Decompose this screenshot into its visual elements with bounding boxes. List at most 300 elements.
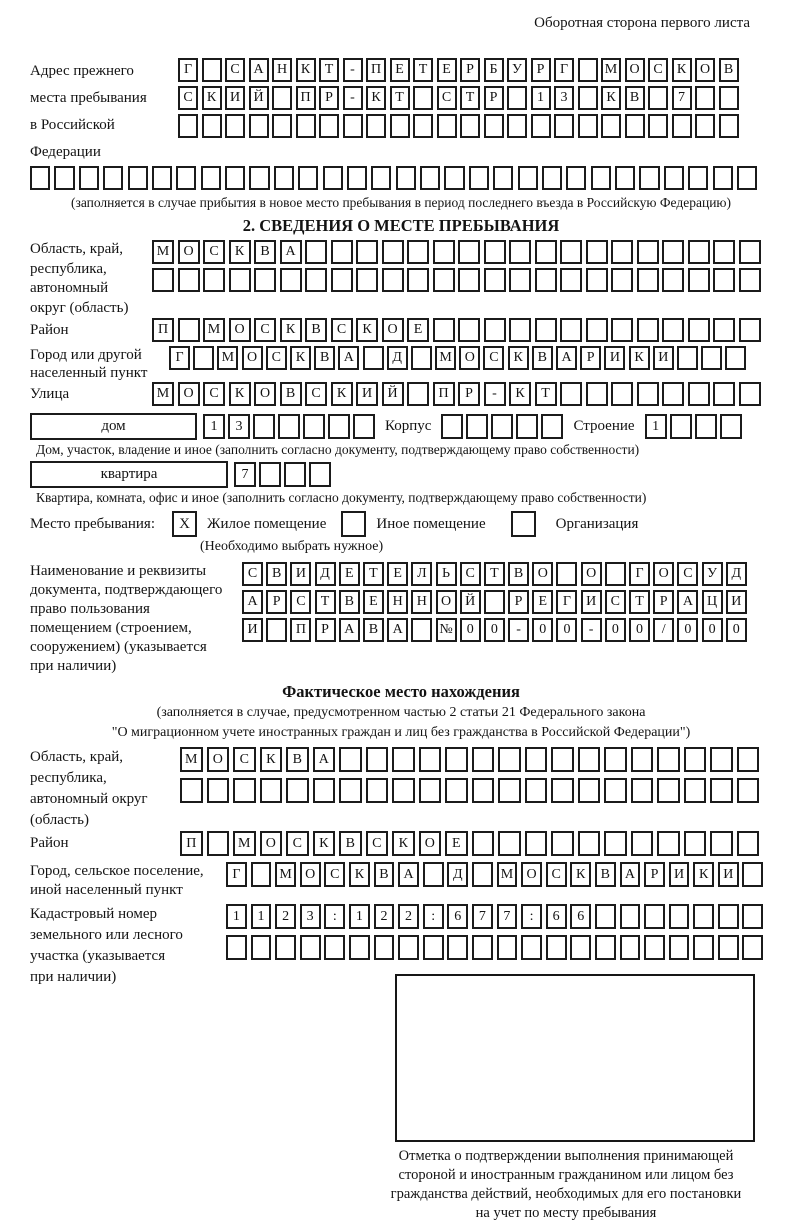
char-box-filled: О <box>521 862 542 887</box>
char-box-filled: О <box>242 346 263 370</box>
char-box-filled: Л <box>411 562 432 586</box>
char-row <box>226 862 772 887</box>
char-box-empty <box>591 166 611 190</box>
char-box-empty <box>339 747 362 772</box>
char-box-filled: О <box>625 58 645 82</box>
char-box-empty <box>586 268 608 292</box>
char-box-filled: С <box>605 590 626 614</box>
char-box-empty <box>103 166 123 190</box>
char-box-filled: М <box>497 862 518 887</box>
char-box-filled: В <box>508 562 529 586</box>
char-box-filled: 0 <box>677 618 698 642</box>
label-line: республика, <box>30 770 107 786</box>
char-box-empty <box>371 166 391 190</box>
char-box-empty <box>605 562 626 586</box>
char-box-empty <box>713 268 735 292</box>
label-line: республика, <box>30 260 107 277</box>
char-box-filled: С <box>483 346 504 370</box>
char-box-filled: Е <box>407 318 429 342</box>
char-box-filled: Е <box>390 58 410 82</box>
char-box-filled: О <box>300 862 321 887</box>
char-box-empty <box>693 904 714 929</box>
char-box-empty <box>509 318 531 342</box>
char-box-filled: С <box>178 86 198 110</box>
char-box-empty <box>560 382 582 406</box>
char-box-filled: О <box>207 747 230 772</box>
char-box-empty <box>669 904 690 929</box>
char-box-empty <box>701 346 722 370</box>
char-box-empty <box>713 318 735 342</box>
char-box-filled: С <box>460 562 481 586</box>
char-box-filled: Г <box>226 862 247 887</box>
char-box-filled: Р <box>315 618 336 642</box>
char-box-empty <box>498 831 521 856</box>
char-box-filled: А <box>387 618 408 642</box>
field-ulitsa <box>30 382 772 410</box>
stay-type-note: (Необходимо выбрать нужное) <box>200 539 384 554</box>
char-box-empty <box>441 414 463 439</box>
prev-address-section <box>30 58 772 166</box>
char-box-empty <box>604 778 627 803</box>
char-box-empty <box>328 414 350 439</box>
char-box-empty <box>413 114 433 138</box>
char-box-empty <box>343 114 363 138</box>
label-line: Отметка о подтверждении выполнения принимающей <box>398 1148 734 1164</box>
char-box-filled: Р <box>484 86 504 110</box>
char-box-filled: Т <box>460 86 480 110</box>
char-box-empty <box>272 86 292 110</box>
char-box-filled: 1 <box>226 904 247 929</box>
char-box-empty <box>437 114 457 138</box>
char-box-empty <box>413 86 433 110</box>
char-box-empty <box>688 240 710 264</box>
char-box-filled: К <box>331 382 353 406</box>
char-box-empty <box>407 268 429 292</box>
char-box-filled: П <box>290 618 311 642</box>
char-box-empty <box>331 240 353 264</box>
char-box-empty <box>566 166 586 190</box>
label-line: Область, край, <box>30 241 124 257</box>
char-box-filled: С <box>233 747 256 772</box>
char-box-empty <box>207 778 230 803</box>
char-box-filled: 7 <box>234 462 256 487</box>
char-box-filled: В <box>254 240 276 264</box>
char-box-empty <box>458 318 480 342</box>
char-box-filled: С <box>203 382 225 406</box>
char-box-empty <box>254 268 276 292</box>
char-box-empty <box>677 346 698 370</box>
label-line: иной населенный пункт <box>30 882 183 898</box>
char-row <box>180 831 772 856</box>
char-row <box>152 318 772 342</box>
char-box-filled: В <box>305 318 327 342</box>
char-box-empty <box>693 935 714 960</box>
char-box-empty <box>319 114 339 138</box>
fact-gorod-rows <box>226 862 772 893</box>
field-label <box>30 562 242 676</box>
char-box-filled: А <box>313 747 336 772</box>
char-box-empty <box>226 935 247 960</box>
char-box-filled: К <box>508 346 529 370</box>
char-box-empty <box>419 747 442 772</box>
char-box-filled: К <box>229 382 251 406</box>
char-box-filled: Г <box>169 346 190 370</box>
oblast-rows <box>152 240 772 296</box>
fact-raion-rows <box>180 831 772 862</box>
char-box-filled: М <box>152 240 174 264</box>
char-box-filled: А <box>556 346 577 370</box>
char-box-filled: С <box>225 58 245 82</box>
char-box-empty <box>637 382 659 406</box>
char-box-empty <box>390 114 410 138</box>
option-label-organizatsiya: Организация <box>555 515 639 532</box>
char-box-filled: Й <box>382 382 404 406</box>
char-box-filled: 7 <box>497 904 518 929</box>
char-box-empty <box>331 268 353 292</box>
char-box-empty <box>260 778 283 803</box>
char-box-empty <box>366 747 389 772</box>
char-row <box>180 778 772 803</box>
char-box-empty <box>535 268 557 292</box>
label-line: автономный <box>30 280 109 296</box>
prev-address-rows <box>178 58 772 142</box>
char-box-filled: С <box>366 831 389 856</box>
char-row <box>203 414 375 439</box>
char-box-empty <box>356 240 378 264</box>
char-box-empty <box>578 831 601 856</box>
char-box-empty <box>560 240 582 264</box>
char-box-empty <box>739 318 761 342</box>
char-row <box>441 414 563 439</box>
char-box-empty <box>253 414 275 439</box>
char-box-empty <box>152 166 172 190</box>
char-box-filled: П <box>180 831 203 856</box>
char-box-empty <box>309 462 331 487</box>
char-box-filled: С <box>546 862 567 887</box>
kvartira-box-label: квартира <box>30 461 228 488</box>
char-box-empty <box>445 778 468 803</box>
char-box-filled: Т <box>315 590 336 614</box>
char-box-empty <box>737 166 757 190</box>
char-box-empty <box>249 166 269 190</box>
stroenie-label: Строение <box>573 418 635 434</box>
kvartira-caption: Квартира, комната, офис и иное (заполнить согласно документу, подтверждающему право собственности) <box>36 490 647 505</box>
char-box-empty <box>742 862 763 887</box>
char-box-filled: К <box>229 240 251 264</box>
char-box-empty <box>30 166 50 190</box>
char-row <box>234 462 331 487</box>
char-box-filled: В <box>286 747 309 772</box>
dom-caption: Дом, участок, владение и иное (заполнить согласно документу, подтверждающему право собственности) <box>36 442 640 457</box>
fact-field-gorod <box>30 862 772 900</box>
char-box-filled: 7 <box>472 904 493 929</box>
char-box-filled: С <box>324 862 345 887</box>
char-box-filled: К <box>693 862 714 887</box>
char-row <box>645 414 742 439</box>
char-row <box>178 86 772 110</box>
char-box-empty <box>657 747 680 772</box>
char-box-empty <box>225 166 245 190</box>
char-box-empty <box>444 166 464 190</box>
char-box-filled: Г <box>629 562 650 586</box>
page-side-note: Оборотная сторона первого листа <box>534 15 750 31</box>
char-box-empty <box>648 86 668 110</box>
char-box-filled: К <box>570 862 591 887</box>
char-box-empty <box>604 747 627 772</box>
char-box-empty <box>560 268 582 292</box>
char-box-empty <box>718 904 739 929</box>
char-box-empty <box>688 166 708 190</box>
char-box-empty <box>578 58 598 82</box>
char-box-empty <box>472 747 495 772</box>
char-box-empty <box>560 318 582 342</box>
char-box-filled: Е <box>532 590 553 614</box>
char-box-filled: 0 <box>460 618 481 642</box>
char-box-filled: Ц <box>702 590 723 614</box>
char-box-filled: - <box>343 86 363 110</box>
char-box-empty <box>498 778 521 803</box>
char-box-empty <box>472 778 495 803</box>
char-box-filled: Т <box>484 562 505 586</box>
char-box-empty <box>554 114 574 138</box>
char-box-filled: И <box>242 618 263 642</box>
char-box-filled: В <box>314 346 335 370</box>
char-box-empty <box>578 86 598 110</box>
char-box-filled: В <box>625 86 645 110</box>
raion-rows <box>152 318 772 346</box>
char-box-empty <box>201 166 221 190</box>
char-box-filled: 3 <box>228 414 250 439</box>
char-box-filled: 6 <box>546 904 567 929</box>
char-box-filled: 2 <box>398 904 419 929</box>
char-box-empty <box>688 382 710 406</box>
char-box-empty <box>713 166 733 190</box>
char-box-empty <box>305 240 327 264</box>
char-box-filled: В <box>595 862 616 887</box>
char-box-empty <box>637 268 659 292</box>
label-line: (заполняется в случае, предусмотренном частью 2 статьи 21 Федерального закона <box>156 705 646 720</box>
char-box-filled: Д <box>726 562 747 586</box>
checkbox-zhiloe-pomeshchenie: X <box>172 511 197 537</box>
label-line: Наименование и реквизиты <box>30 563 207 579</box>
char-box-filled: М <box>601 58 621 82</box>
char-box-filled: К <box>601 86 621 110</box>
char-box-empty <box>193 346 214 370</box>
char-box-empty <box>366 114 386 138</box>
char-box-filled: К <box>672 58 692 82</box>
char-box-filled: 0 <box>702 618 723 642</box>
char-box-empty <box>202 114 222 138</box>
char-box-filled: 7 <box>672 86 692 110</box>
char-box-filled: О <box>178 240 200 264</box>
char-box-filled: А <box>677 590 698 614</box>
field-label: Улица <box>30 386 70 402</box>
char-box-filled: 1 <box>349 904 370 929</box>
char-box-empty <box>551 778 574 803</box>
char-box-empty <box>570 935 591 960</box>
char-box-empty <box>274 166 294 190</box>
char-box-filled: - <box>484 382 506 406</box>
char-box-filled: В <box>339 590 360 614</box>
char-box-empty <box>688 318 710 342</box>
char-box-filled: Р <box>458 382 480 406</box>
char-box-empty <box>445 747 468 772</box>
prev-address-label <box>30 58 178 166</box>
fact-oblast-rows <box>180 747 772 809</box>
char-box-empty <box>737 747 760 772</box>
char-box-empty <box>586 318 608 342</box>
checkbox-organizatsiya <box>511 511 536 537</box>
char-box-filled: К <box>509 382 531 406</box>
char-box-empty <box>128 166 148 190</box>
char-box-empty <box>251 935 272 960</box>
char-box-filled: К <box>260 747 283 772</box>
char-box-empty <box>419 778 442 803</box>
char-box-empty <box>611 318 633 342</box>
char-box-empty <box>713 240 735 264</box>
label-line: участка (указывается <box>30 948 166 964</box>
char-box-empty <box>516 414 538 439</box>
char-box-empty <box>637 240 659 264</box>
char-box-filled: И <box>581 590 602 614</box>
char-box-filled: Й <box>460 590 481 614</box>
char-box-filled: А <box>620 862 641 887</box>
char-box-empty <box>611 382 633 406</box>
char-box-filled: О <box>382 318 404 342</box>
field-stay-type <box>30 511 772 537</box>
char-box-filled: С <box>331 318 353 342</box>
char-box-empty <box>551 747 574 772</box>
char-box-filled: Е <box>363 590 384 614</box>
label-line: документа, подтверждающего <box>30 582 223 598</box>
char-box-empty <box>284 462 306 487</box>
char-box-empty <box>739 382 761 406</box>
char-box-empty <box>662 240 684 264</box>
char-box-filled: Т <box>363 562 384 586</box>
char-box-filled: Р <box>580 346 601 370</box>
char-box-empty <box>631 747 654 772</box>
char-box-empty <box>423 862 444 887</box>
char-box-empty <box>54 166 74 190</box>
char-box-empty <box>725 346 746 370</box>
char-box-filled: В <box>719 58 739 82</box>
char-box-empty <box>625 114 645 138</box>
char-box-empty <box>280 268 302 292</box>
char-box-filled: / <box>653 618 674 642</box>
char-box-filled: А <box>339 618 360 642</box>
gorod-rows <box>152 346 772 374</box>
char-box-empty <box>203 268 225 292</box>
char-box-filled: К <box>349 862 370 887</box>
char-box-filled: Е <box>445 831 468 856</box>
char-box-filled: 6 <box>447 904 468 929</box>
char-box-filled: 2 <box>275 904 296 929</box>
label-line: при наличии) <box>30 969 117 985</box>
doc-rows <box>242 562 772 646</box>
char-row <box>169 346 772 370</box>
label-line: округ (область) <box>30 299 129 316</box>
char-box-filled: П <box>433 382 455 406</box>
char-box-empty <box>620 904 641 929</box>
char-box-empty <box>498 747 521 772</box>
char-box-empty <box>472 862 493 887</box>
char-box-filled: О <box>653 562 674 586</box>
char-box-filled: В <box>532 346 553 370</box>
char-box-empty <box>695 114 715 138</box>
char-box-empty <box>644 904 665 929</box>
label-line: населенный пункт <box>30 365 148 381</box>
char-box-empty <box>742 904 763 929</box>
char-box-empty <box>339 778 362 803</box>
char-box-empty <box>374 935 395 960</box>
field-label: Район <box>30 322 69 338</box>
char-box-filled: Г <box>556 590 577 614</box>
char-box-filled: В <box>339 831 362 856</box>
field-label <box>30 747 180 831</box>
char-box-filled: Р <box>644 862 665 887</box>
char-box-filled: М <box>152 382 174 406</box>
char-box-empty <box>303 414 325 439</box>
char-box-filled: Г <box>178 58 198 82</box>
char-box-empty <box>672 114 692 138</box>
char-box-empty <box>739 268 761 292</box>
char-box-empty <box>484 114 504 138</box>
char-box-empty <box>229 268 251 292</box>
char-box-empty <box>407 382 429 406</box>
char-box-empty <box>491 414 513 439</box>
char-box-empty <box>323 166 343 190</box>
char-box-empty <box>684 831 707 856</box>
char-box-filled: Р <box>319 86 339 110</box>
char-box-filled: С <box>203 240 225 264</box>
char-box-filled: М <box>275 862 296 887</box>
char-box-filled: И <box>726 590 747 614</box>
char-box-empty <box>507 114 527 138</box>
char-box-empty <box>324 935 345 960</box>
char-box-empty <box>742 935 763 960</box>
char-box-empty <box>737 778 760 803</box>
char-box-empty <box>353 414 375 439</box>
field-oblast <box>30 240 772 318</box>
char-box-empty <box>202 58 222 82</box>
char-box-filled: 2 <box>374 904 395 929</box>
field-label <box>30 240 152 318</box>
char-box-empty <box>586 382 608 406</box>
char-box-filled: С <box>648 58 668 82</box>
char-box-filled: И <box>669 862 690 887</box>
char-row <box>226 935 772 960</box>
dom-box-label: дом <box>30 413 197 440</box>
char-box-empty <box>178 318 200 342</box>
char-box-empty <box>620 935 641 960</box>
char-box-empty <box>595 904 616 929</box>
char-box-filled: - <box>508 618 529 642</box>
char-box-filled: У <box>702 562 723 586</box>
char-box-empty <box>664 166 684 190</box>
char-box-filled: Б <box>484 58 504 82</box>
char-box-empty <box>278 414 300 439</box>
char-box-empty <box>546 935 567 960</box>
char-box-filled: С <box>305 382 327 406</box>
label-line: Город или другой <box>30 347 142 363</box>
char-box-empty <box>472 935 493 960</box>
char-box-filled: О <box>419 831 442 856</box>
char-box-filled: 0 <box>629 618 650 642</box>
char-box-filled: С <box>286 831 309 856</box>
char-box-empty <box>433 240 455 264</box>
char-box-filled: Р <box>531 58 551 82</box>
char-box-empty <box>363 346 384 370</box>
